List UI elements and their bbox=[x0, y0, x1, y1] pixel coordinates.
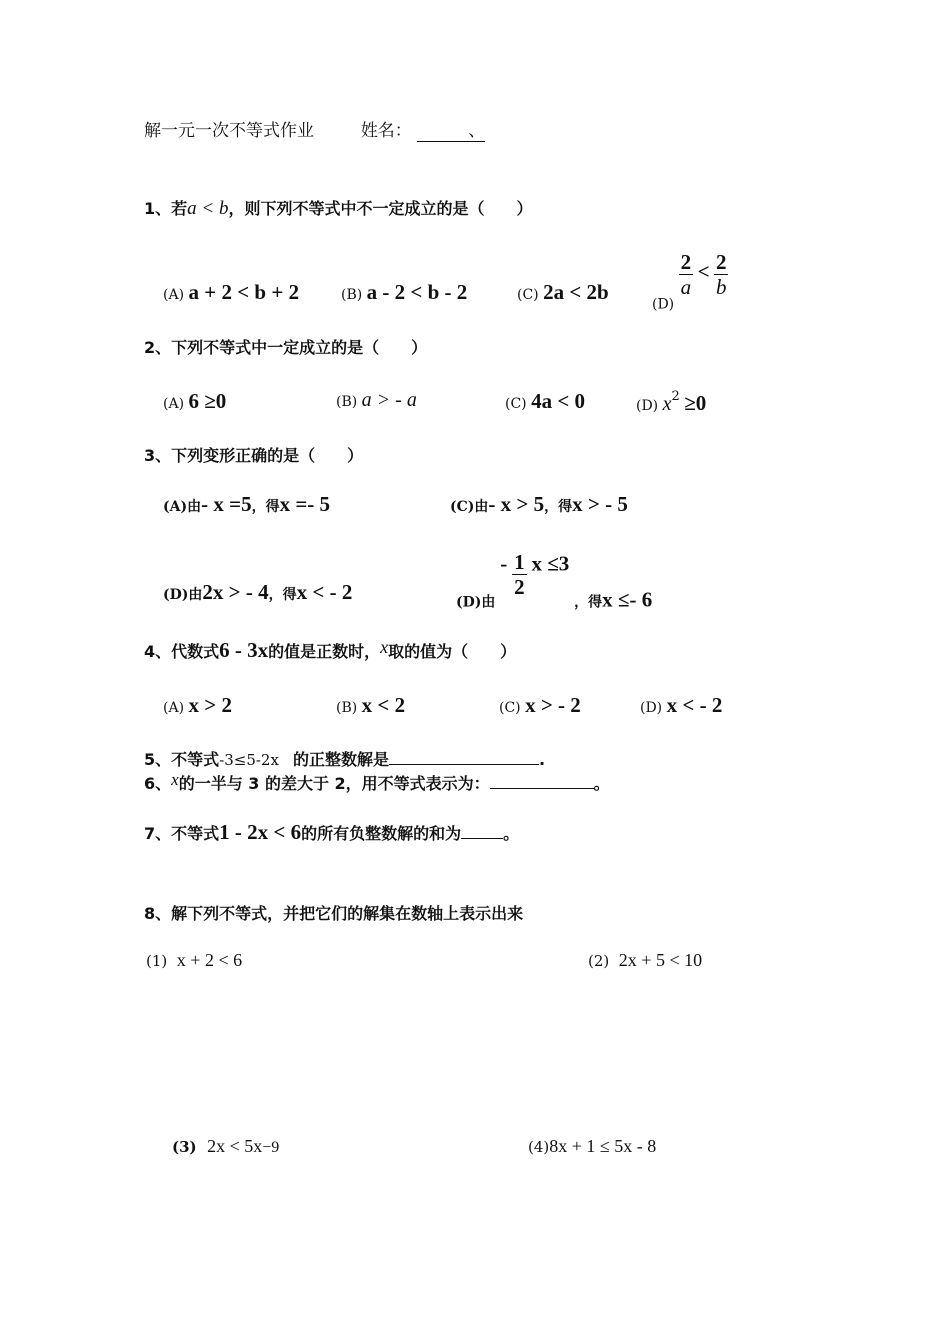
question-8: 8、解下列不等式，并把它们的解集在数轴上表示出来 bbox=[144, 904, 524, 923]
q1-option-c[interactable]: (C) 2a < 2b bbox=[517, 280, 609, 304]
q5-answer-blank[interactable] bbox=[389, 750, 539, 765]
q7-answer-blank[interactable] bbox=[461, 824, 503, 839]
question-3: 3、下列变形正确的是（ ） bbox=[144, 446, 364, 465]
question-5: 5、不等式-3≤5-2x 的正整数解是 . bbox=[144, 750, 546, 769]
question-7: 7、不等式1 - 2x < 6的所有负整数解的和为 。 bbox=[144, 820, 520, 844]
q3-option-d1[interactable]: (D)由2x > - 4，得x < - 2 bbox=[163, 580, 353, 604]
q4-option-b[interactable]: (B) x < 2 bbox=[336, 693, 406, 717]
q2-option-b[interactable]: (B) a > - a bbox=[336, 389, 417, 411]
name-label: 姓名： bbox=[360, 121, 412, 141]
q8-item-4[interactable]: (4)8x + 1 ≤ 5x - 8 bbox=[528, 1136, 657, 1156]
page-title: 解一元一次不等式作业 bbox=[144, 121, 314, 141]
q1-number: 1、若 bbox=[144, 199, 188, 218]
q2-option-a[interactable]: (A) 6 ≥0 bbox=[163, 389, 227, 413]
name-blank[interactable] bbox=[417, 116, 485, 142]
q2-option-d[interactable]: (D) x2 ≥0 bbox=[636, 389, 707, 415]
q3-option-c[interactable]: (C)由- x > 5，得x > - 5 bbox=[450, 492, 628, 516]
q3-option-a[interactable]: (A)由- x =5，得x =- 5 bbox=[163, 492, 331, 516]
question-2: 2、下列不等式中一定成立的是（ ） bbox=[144, 338, 428, 357]
question-1 bbox=[144, 196, 532, 220]
q4-option-c[interactable]: (C) x > - 2 bbox=[499, 693, 581, 717]
q1-option-b[interactable]: (B) a - 2 < b - 2 bbox=[341, 280, 468, 304]
q1-option-d[interactable]: (D) $\frac{2}{a}$ < $\frac{2}{b}$ bbox=[652, 250, 727, 313]
q4-option-d[interactable]: (D) x < - 2 bbox=[640, 693, 723, 717]
q8-item-2[interactable]: (2) 2x + 5 < 10 bbox=[588, 950, 703, 970]
q1-option-a[interactable]: (A) a + 2 < b + 2 bbox=[163, 280, 300, 304]
q1-condition: a < b bbox=[187, 198, 229, 219]
q8-item-3[interactable]: (3) 2x < 5x−9 bbox=[172, 1136, 280, 1156]
question-6: 6、x的一半与 3 的差大于 2，用不等式表示为： 。 bbox=[144, 770, 610, 793]
worksheet-header bbox=[144, 116, 485, 142]
q6-answer-blank[interactable] bbox=[490, 774, 594, 789]
q4-option-a[interactable]: (A) x > 2 bbox=[163, 693, 232, 717]
q8-item-1[interactable]: (1) x + 2 < 6 bbox=[146, 950, 243, 970]
q2-option-c[interactable]: (C) 4a < 0 bbox=[505, 389, 586, 413]
name-mark: 、 bbox=[468, 121, 486, 141]
q3-option-d2[interactable]: (D)由 - $\frac{1}{2}$ x ≤3 ，得x ≤- 6 bbox=[456, 550, 653, 612]
question-4: 4、代数式6 - 3x的值是正数时，x取的值为（ ） bbox=[144, 637, 517, 662]
q1-text: ，则下列不等式中不一定成立的是（ ） bbox=[228, 199, 533, 218]
